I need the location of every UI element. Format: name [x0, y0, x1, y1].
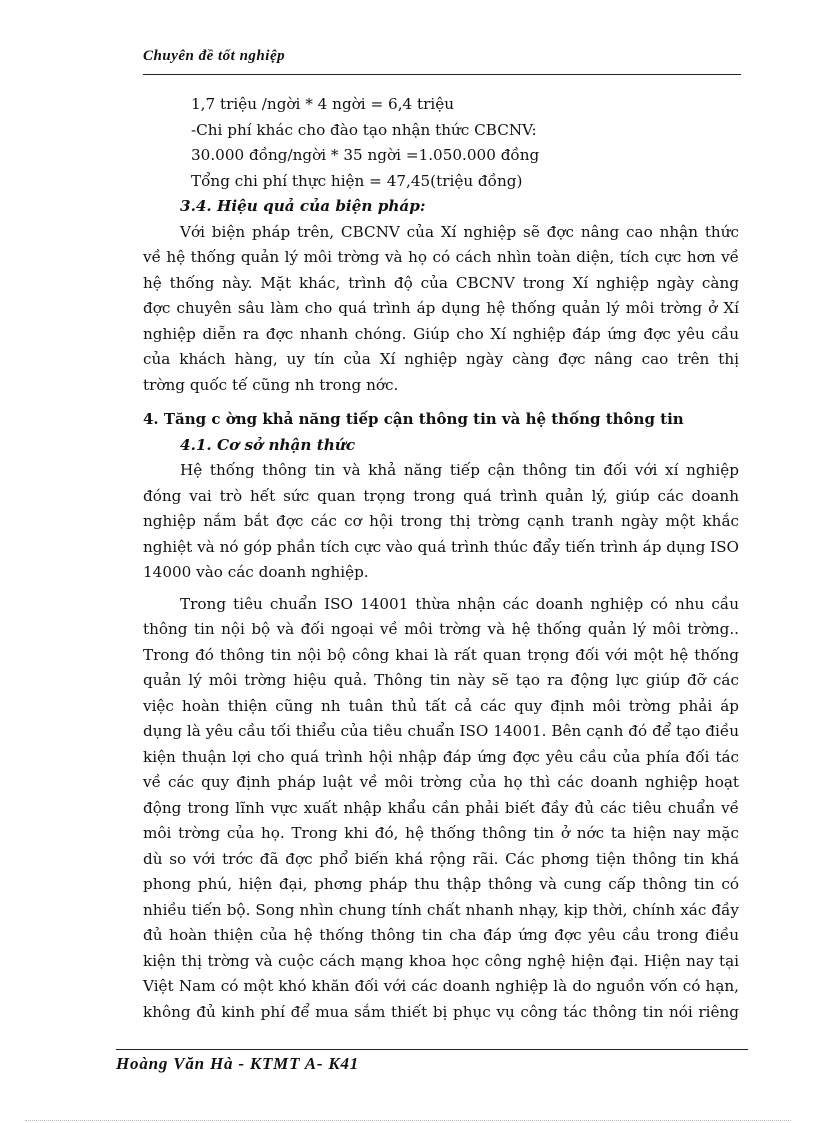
subsection-heading-3-4: 3.4. Hiệu quả của biện pháp: — [180, 197, 426, 215]
paragraph-line: phong phú, hiện đại, phơng pháp thu thập thông và cung cấp thông tin có — [143, 875, 739, 893]
paragraph-line: nghiệp nắm bắt đợc các cơ hội trong thị trờng cạnh tranh ngày một khắc — [143, 512, 739, 530]
text-line: 1,7 triệu /ngời * 4 ngời = 6,4 triệu — [191, 95, 455, 113]
paragraph-line: Trong đó thông tin nội bộ công khai là rất quan trọng đối với một hệ thống — [143, 645, 739, 664]
paragraph-line: về hệ thống quản lý môi trờng và họ có cách nhìn toàn diện, tích cực hơn về — [143, 248, 739, 266]
paragraph-line: đợc chuyên sâu làm cho quá trình áp dụng hệ thống quản lý môi trờng ở Xí — [143, 299, 739, 317]
text-line: 30.000 đồng/ngời * 35 ngời =1.050.000 đồng — [191, 146, 540, 164]
paragraph-line: dù so với trớc đã đợc phổ biến khá rộng rãi. Các phơng tiện thông tin khá — [143, 849, 739, 868]
paragraph-line: Việt Nam có một khó khăn đối với các doanh nghiệp là do nguồn vốn có hạn, — [143, 977, 739, 995]
paragraph-line: về các quy định pháp luật về môi trờng của họ thì các doanh nghiệp hoạt — [143, 773, 739, 791]
paragraph-line: dụng là yêu cầu tối thiểu của tiêu chuẩn ISO 14001. Bên cạnh đó để tạo điều — [143, 722, 739, 740]
text-line: Tổng chi phí thực hiện = 47,45(triệu đồng) — [191, 171, 523, 190]
paragraph-line: của khách hàng, uy tín của Xí nghiệp ngày càng đợc nâng cao trên thị — [143, 350, 739, 368]
paragraph-line: Hệ thống thông tin và khả năng tiếp cận thông tin đối với xí nghiệp — [180, 461, 739, 479]
page-edge-dotted-line — [25, 1120, 791, 1121]
paragraph-line: không đủ kinh phí để mua sắm thiết bị phục vụ công tác thông tin nói riêng — [143, 1002, 739, 1021]
page-header-title: Chuyên đề tốt nghiệp — [143, 48, 286, 64]
subsection-heading-4-1: 4.1. Cơ sở nhận thức — [180, 435, 356, 454]
paragraph-line: 14000 vào các doanh nghiệp. — [143, 563, 369, 581]
paragraph-line: quản lý môi trờng hiệu quả. Thông tin này sẽ tạo ra động lực giúp đỡ các — [143, 671, 739, 689]
text-line: -Chi phí khác cho đào tạo nhận thức CBCNV: — [191, 120, 537, 139]
paragraph-line: trờng quốc tế cũng nh trong nớc. — [143, 375, 399, 394]
paragraph-line: kiện thuận lợi cho quá trình hội nhập đáp ứng đợc yêu cầu của phía đối tác — [143, 747, 739, 766]
header-divider — [143, 74, 741, 75]
paragraph-line: kiện thị trờng và cuộc cách mạng khoa học công nghệ hiện đại. Hiện nay tại — [143, 951, 739, 970]
document-body — [143, 92, 739, 1025]
paragraph-line: Trong tiêu chuẩn ISO 14001 thừa nhận các doanh nghiệp có nhu cầu — [180, 594, 739, 613]
section-heading-4: 4. Tăng c ờng khả năng tiếp cận thông tin và hệ thống thông tin — [143, 410, 684, 428]
paragraph-line: nghiệp diễn ra đợc nhanh chóng. Giúp cho Xí nghiệp đáp ứng đợc yêu cầu — [143, 324, 739, 343]
paragraph-line: đóng vai trò hết sức quan trọng trong quá trình quản lý, giúp các doanh — [143, 486, 739, 505]
paragraph-line: đủ hoàn thiện của hệ thống thông tin cha đáp ứng đợc yêu cầu trong điều — [143, 926, 739, 944]
page-footer-author: Hoàng Văn Hà - KTMT A- K41 — [116, 1054, 360, 1073]
paragraph-line: Với biện pháp trên, CBCNV của Xí nghiệp sẽ đợc nâng cao nhận thức — [180, 222, 739, 241]
paragraph-line: môi trờng của họ. Trong khi đó, hệ thống thông tin ở nớc ta hiện nay mặc — [143, 824, 739, 842]
paragraph-line: động trong lĩnh vực xuất nhập khẩu cần phải biết đầy đủ các tiêu chuẩn về — [143, 798, 739, 817]
paragraph-line: hệ thống này. Mặt khác, trình độ của CBCNV trong Xí nghiệp ngày càng — [143, 273, 739, 292]
paragraph-line: nhiều tiến bộ. Song nhìn chung tính chất nhanh nhạy, kịp thời, chính xác đầy — [143, 900, 739, 919]
footer-divider — [116, 1049, 748, 1050]
paragraph-line: thông tin nội bộ và đối ngoại về môi trờng và hệ thống quản lý môi trờng.. — [143, 620, 739, 638]
paragraph-line: việc hoàn thiện cũng nh tuân thủ tất cả các quy định môi trờng phải áp — [143, 696, 739, 715]
paragraph-line: nghiệt và nó góp phần tích cực vào quá trình thúc đẩy tiến trình áp dụng ISO — [143, 537, 739, 556]
